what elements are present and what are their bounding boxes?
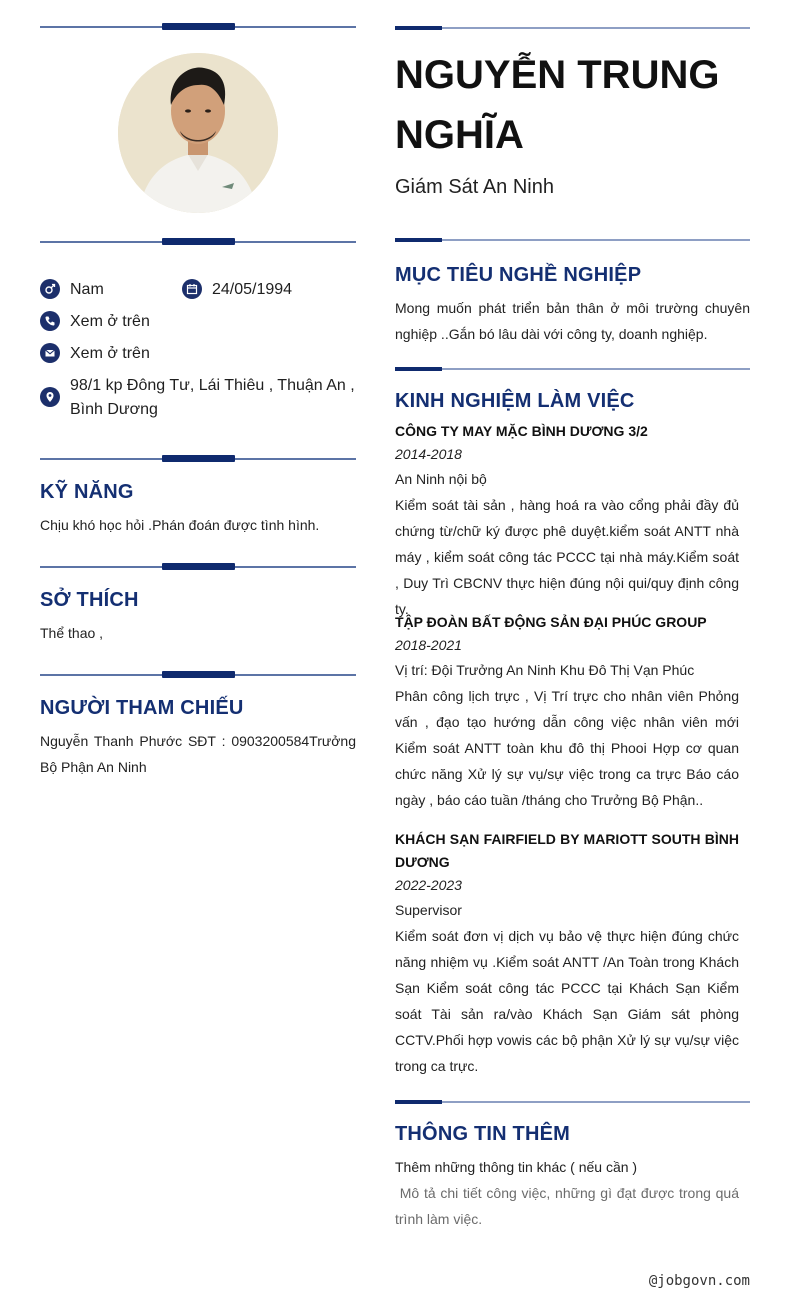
job-entry [395,611,739,813]
skills-divider [40,455,356,464]
email-value: Xem ở trên [70,345,150,362]
hobbies-divider [40,563,356,572]
job-company: CÔNG TY MAY MẶC BÌNH DƯƠNG 3/2 [395,423,648,439]
references-divider [40,671,356,680]
job-entry [395,828,739,1079]
experience-title: KINH NGHIỆM LÀM VIỆC [395,390,635,412]
skills-title: KỸ NĂNG [40,481,134,503]
job-period: 2018-2021 [395,637,462,653]
additional-divider [395,1100,750,1106]
phone-value: Xem ở trên [70,313,150,330]
gender-icon [40,279,60,299]
references-text: Nguyễn Thanh Phước SĐT : 0903200584Trưởng Bộ Phận An Ninh [40,733,356,775]
job-position: Vị trí: Đội Trưởng An Ninh Khu Đô Thị Vạn Phúc [395,662,695,678]
address-row [40,374,356,422]
gender-value: Nam [70,281,104,298]
avatar [118,53,278,213]
birthday-value: 24/05/1994 [212,281,293,298]
watermark: @jobgovn.com [648,1273,750,1289]
job-position: Supervisor [395,902,462,918]
hobbies-text: Thể thao , [40,625,104,641]
job-description: Phân công lịch trực , Vị Trí trực cho nhân viên Phỏng vấn , đạo tạo hướng dẫn công việc nhân viên mới Kiểm soát ANTT toàn khu đô thị Phooi Hợp cơ quan chức năng Xử lý sự vụ/sự việc trong ca trực Báo cáo ngày , báo cáo tuần /tháng cho Trưởng Bộ Phận.. [395,688,739,808]
job-company: TẬP ĐOÀN BẤT ĐỘNG SẢN ĐẠI PHÚC GROUP [395,614,707,630]
additional-title: THÔNG TIN THÊM [395,1123,571,1145]
job-description: Kiểm soát đơn vị dịch vụ bảo vệ thực hiện đúng chức năng nhiệm vụ .Kiểm soát ANTT /An Toàn trong Khách Sạn Kiểm soát công tác PCCC tại Khách Sạn Kiểm soát Tài sản ra/vào Khách Sạn Giám sát phòng CCTV.Phối hợp vowis các bộ phận Xử lý sự vụ/sự việc trong ca trực. [395,928,739,1074]
top-right-divider [395,26,750,32]
email-row [40,342,150,366]
address-value: 98/1 kp Đông Tư, Lái Thiêu , Thuận An , Bình Dương [70,377,355,418]
additional-line1: Thêm những thông tin khác ( nếu cần ) [395,1159,638,1175]
job-period: 2014-2018 [395,446,462,462]
mid-left-divider [40,238,356,247]
experience-divider [395,367,750,373]
job-description: Kiểm soát tài sản , hàng hoá ra vào cổng phải đầy đủ chứng từ/chữ ký được phê duyệt.kiểm soát ANTT nhà máy , kiểm soát công tác PCCC tại nhà máy.Kiểm soát , Duy Trì CBCNV thực hiện đúng nội qui/quy định công ty. [395,497,739,617]
full-name: NGUYỄN TRUNG NGHĨA [395,53,720,157]
objective-divider [395,238,750,244]
objective-text: Mong muốn phát triển bản thân ở môi trường chuyên nghiệp ..Gắn bó lâu dài với công ty, doanh nghiệp. [395,300,750,342]
job-position: An Ninh nội bộ [395,471,487,487]
email-icon [40,343,60,363]
gender-row [40,278,104,302]
objective-title: MỤC TIÊU NGHỀ NGHIỆP [395,264,642,286]
job-period: 2022-2023 [395,877,462,893]
job-title: Giám Sát An Ninh [395,176,554,198]
phone-row [40,310,150,334]
birthday-row [182,278,292,302]
calendar-icon [182,279,202,299]
location-pin-icon [40,387,60,407]
job-company: KHÁCH SẠN FAIRFIELD BY MARIOTT SOUTH BÌNH DƯƠNG [395,831,739,870]
skills-text: Chịu khó học hỏi .Phán đoán được tình hình. [40,517,320,533]
top-left-divider [40,23,356,32]
additional-line2: Mô tả chi tiết công việc, những gì đạt được trong quá trình làm việc. [395,1185,743,1227]
phone-icon [40,311,60,331]
job-entry [395,420,739,622]
hobbies-title: SỞ THÍCH [40,589,139,611]
references-title: NGƯỜI THAM CHIẾU [40,697,244,719]
